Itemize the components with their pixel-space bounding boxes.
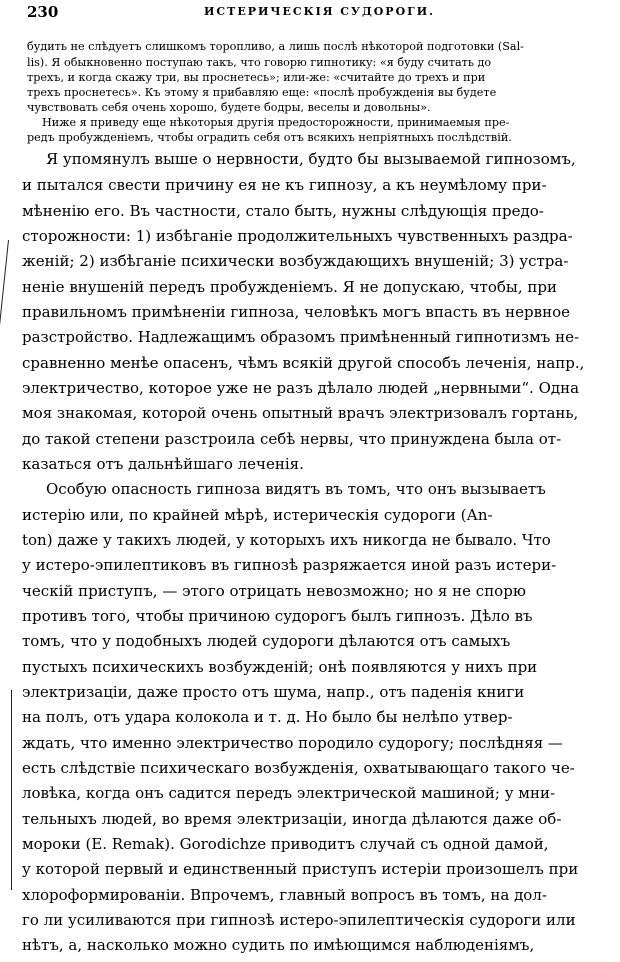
body-line: правильномъ примѣненіи гипноза, человѣкъ могъ впасть въ нервное	[22, 303, 570, 321]
footnote-line: трехъ, и когда скажу три, вы проснетесь»; или-же: «считайте до трехъ и при	[27, 71, 486, 84]
body-line: неніе внушеній передъ пробужденіемъ. Я не допускаю, чтобы, при	[22, 278, 557, 296]
page-header	[27, 3, 612, 23]
footnote-line: будить не слѣдуетъ слишкомъ торопливо, а лишь послѣ нѣкоторой подготовки (Sal-	[27, 40, 524, 53]
body-line: электричество, которое уже не разъ дѣлало людей „нервными“. Одна	[22, 379, 580, 397]
body-line: истерію или, по крайней мѣрѣ, истерическія судороги (Аn-	[22, 506, 493, 524]
footnote-line: lis). Я обыкновенно поступаю такъ, что говорю гипнотику: «я буду считать до	[27, 56, 492, 69]
body-line: ловѣка, когда онъ садится передъ электрической машиной; у мни-	[22, 784, 556, 802]
body-line: разстройство. Надлежащимъ образомъ примѣненный гипнотизмъ не-	[22, 328, 580, 346]
body-line: ческій приступъ, — этого отрицать невозможно; но я не спорю	[22, 582, 526, 600]
body-line: хлороформированіи. Впрочемъ, главный вопросъ въ томъ, на дол-	[22, 886, 547, 904]
page-number: 230	[27, 3, 59, 21]
body-line: и пытался свести причину ея не къ гипнозу, а къ неумѣлому при-	[22, 176, 547, 194]
body-line: женій; 2) избѣганіе психически возбуждающихъ внушеній; 3) устра-	[22, 252, 569, 270]
body-line: электризаціи, даже просто отъ шума, напр., отъ паденія книги	[22, 683, 525, 701]
running-title: ИСТЕРИЧЕСКІЯ СУДОРОГИ.	[204, 5, 435, 18]
body-line: у которой первый и единственный приступъ истеріи произошелъ при	[22, 860, 579, 878]
body-line: го ли усиливаются при гипнозѣ истеро-эпилептическія судороги или	[22, 911, 576, 929]
body-line: сравненно менѣе опасенъ, чѣмъ всякій другой способъ леченія, напр.,	[22, 354, 585, 372]
body-line: на полъ, отъ удара колокола и т. д. Но было бы нелѣпо утвер-	[22, 708, 513, 726]
body-line: Особую опасность гипноза видятъ въ томъ, что онъ вызываетъ	[46, 480, 546, 498]
body-line: у истеро-эпилептиковъ въ гипнозѣ разряжается иной разъ истери-	[22, 556, 557, 574]
body-line: мороки (E. Remak). Gorodichze приводитъ случай съ одной дамой,	[22, 835, 549, 853]
body-line: ждать, что именно электричество породило судорогу; послѣдняя —	[22, 734, 563, 752]
body-line: сторожности: 1) избѣганіе продолжительныхъ чувственныхъ раздра-	[22, 227, 573, 245]
footnote-line: трехъ проснетесь». Къ этому я прибавляю еще: «послѣ пробужденія вы будете	[27, 86, 497, 99]
body-line: томъ, что у подобныхъ людей судороги дѣлаются отъ самыхъ	[22, 632, 511, 650]
body-line: есть слѣдствіе психическаго возбужденія, охватывающаго такого че-	[22, 759, 575, 777]
body-line: нѣтъ, а, насколько можно судить по имѣющимся наблюденіямъ,	[22, 936, 535, 954]
body-line: ton) даже у такихъ людей, у которыхъ ихъ никогда не бывало. Что	[22, 531, 551, 549]
margin-pencil-mark	[0, 240, 9, 449]
footnote-line: редъ пробужденіемъ, чтобы оградить себя отъ всякихъ непріятныхъ послѣдствій.	[27, 131, 512, 144]
body-line: мѣненію его. Въ частности, стало быть, нужны слѣдующія предо-	[22, 202, 544, 220]
body-line: противъ того, чтобы причиною судорогъ былъ гипнозъ. Дѣло въ	[22, 607, 533, 625]
footnote-line: чувствовать себя очень хорошо, будете бодры, веселы и довольны».	[27, 101, 431, 114]
body-line: до такой степени разстроила себѣ нервы, что принуждена была от-	[22, 430, 562, 448]
body-line: Я упомянулъ выше о нервности, будто бы вызываемой гипнозомъ,	[46, 150, 576, 168]
body-line: тельныхъ людей, во время электризаціи, иногда дѣлаются даже об-	[22, 810, 562, 828]
footnote-line: Ниже я приведу еще нѣкоторыя другія предосторожности, принимаемыя пре-	[42, 116, 510, 129]
body-line: моя знакомая, которой очень опытный врачъ электризовалъ гортань,	[22, 404, 579, 422]
body-line: пустыхъ психическихъ возбужденій; онѣ появляются у нихъ при	[22, 658, 538, 676]
body-line: казаться отъ дальнѣйшаго леченія.	[22, 455, 304, 473]
margin-pencil-mark	[11, 690, 12, 890]
